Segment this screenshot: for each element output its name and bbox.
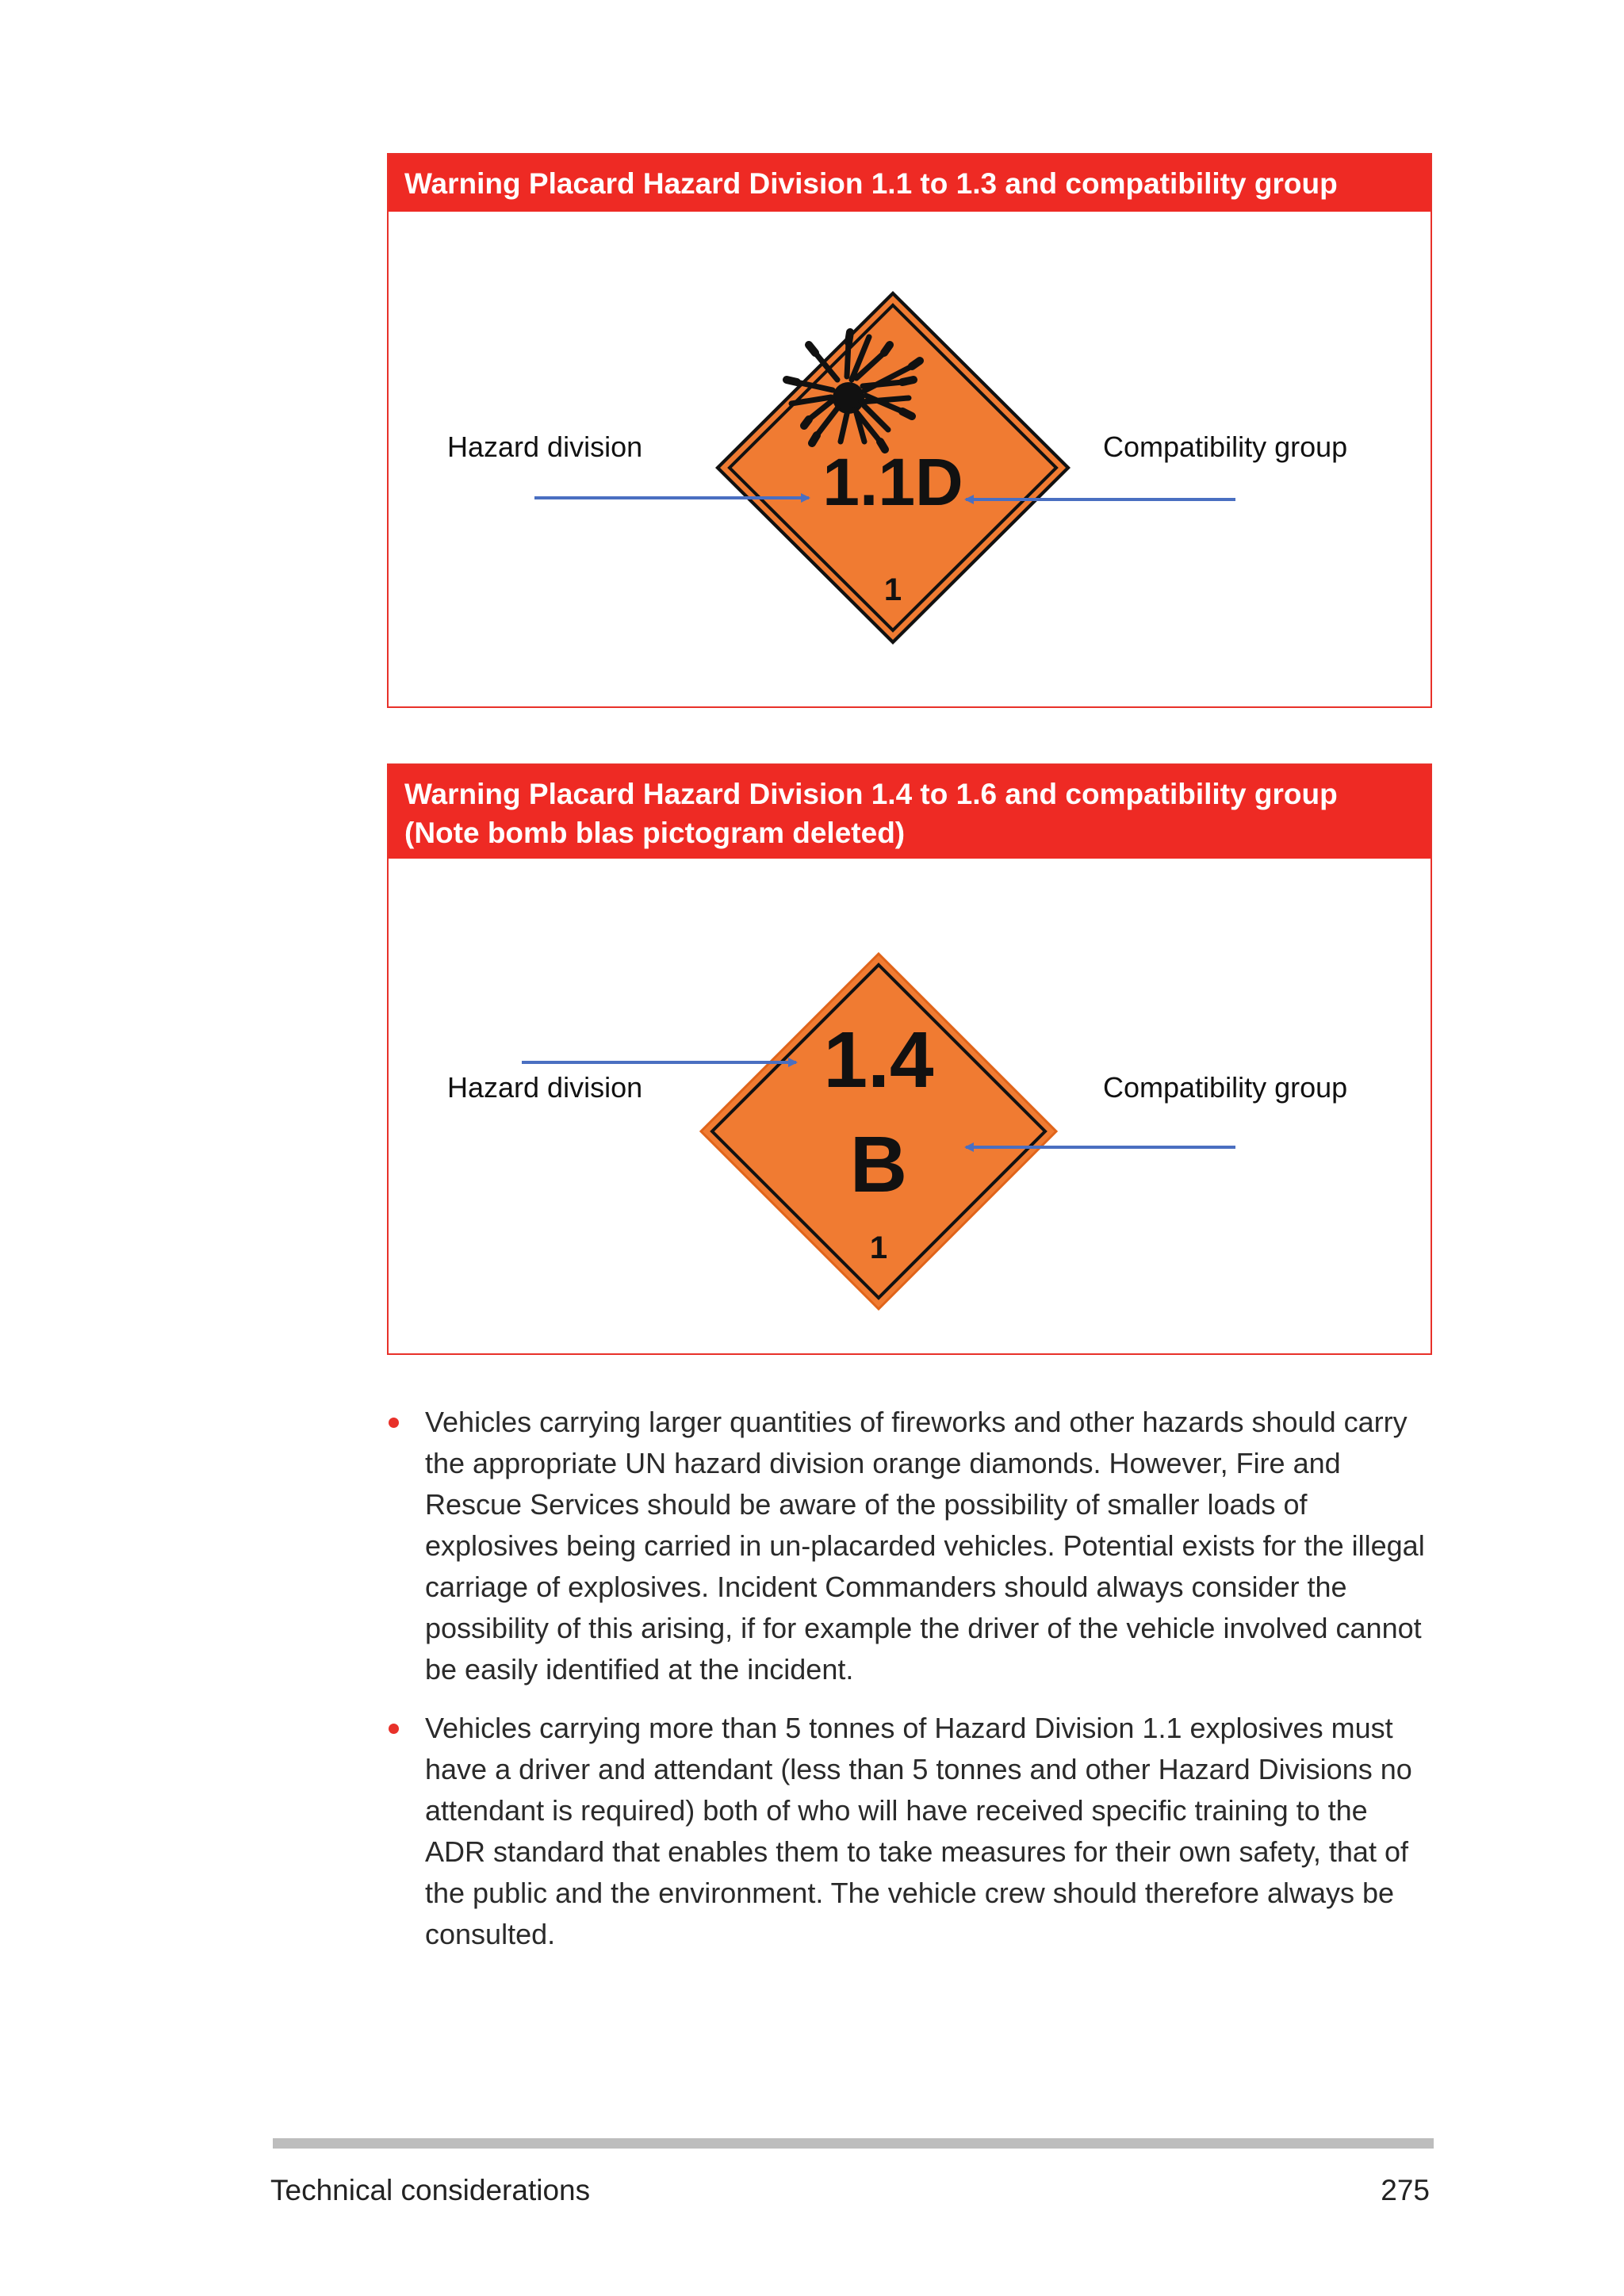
footer-section-title: Technical considerations: [270, 2174, 591, 2206]
diamond-group-2: B: [849, 1120, 908, 1209]
placard-2-header-line-2: (Note bomb blas pictogram deleted): [404, 817, 906, 849]
compatibility-group-label-1: Compatibility group: [1103, 430, 1348, 463]
bullet-list: [387, 1402, 1434, 1973]
page-number: 275: [1381, 2174, 1430, 2206]
bullet-text: Vehicles carrying larger quantities of fireworks and other hazards should carry the appropriate UN hazard division orange diamonds. However, Fire and Rescue Services should be aware of the possibility of smaller loads of explosives being carried in un-placarded vehicles. Potential exists for the illegal carriage of explosives. Incident Commanders should always consider the possibility of this arising, if for example the driver of the vehicle involved cannot be easily identified at the incident.: [425, 1406, 1425, 1686]
diamond-division-2: 1.4: [823, 1016, 934, 1104]
bullet-dot-icon: [389, 1724, 399, 1734]
diamond-code-1: 1.1D: [822, 445, 963, 519]
diamond-class-1: 1: [883, 572, 902, 607]
placard-2-header: [389, 765, 1431, 859]
bullet-dot-icon: [389, 1418, 399, 1428]
placard-1-header: Warning Placard Hazard Division 1.1 to 1.3 and compatibility group: [389, 155, 1431, 212]
diamond-class-2: 1: [869, 1230, 888, 1265]
hazard-division-label-1: Hazard division: [447, 430, 643, 463]
placard-2-diagram: [389, 859, 1431, 1353]
placard-panel-2: [387, 763, 1432, 1355]
list-item: [387, 1402, 1434, 1690]
hazard-diamond-1-4b: [701, 954, 1056, 1309]
placard-1-diagram: [389, 212, 1431, 706]
bullet-text: Vehicles carrying more than 5 tonnes of Hazard Division 1.1 explosives must have a driver and attendant (less than 5 tonnes and other Hazard Divisions no attendant is required) both of who will have received specific training to the ADR standard that enables them to take measures for their own safety, that of the public and the environment. The vehicle crew should therefore always be consulted.: [425, 1712, 1412, 1950]
hazard-diamond-1-1d: [715, 291, 1071, 645]
list-item: [387, 1708, 1434, 1955]
hazard-division-label-2: Hazard division: [447, 1071, 643, 1104]
placard-2-svg: [389, 859, 1431, 1353]
compatibility-group-label-2: Compatibility group: [1103, 1071, 1348, 1104]
placard-panel-1: [387, 153, 1432, 708]
footer-rule: [273, 2138, 1434, 2149]
placard-2-header-line-1: Warning Placard Hazard Division 1.4 to 1.6 and compatibility group: [404, 778, 1338, 810]
